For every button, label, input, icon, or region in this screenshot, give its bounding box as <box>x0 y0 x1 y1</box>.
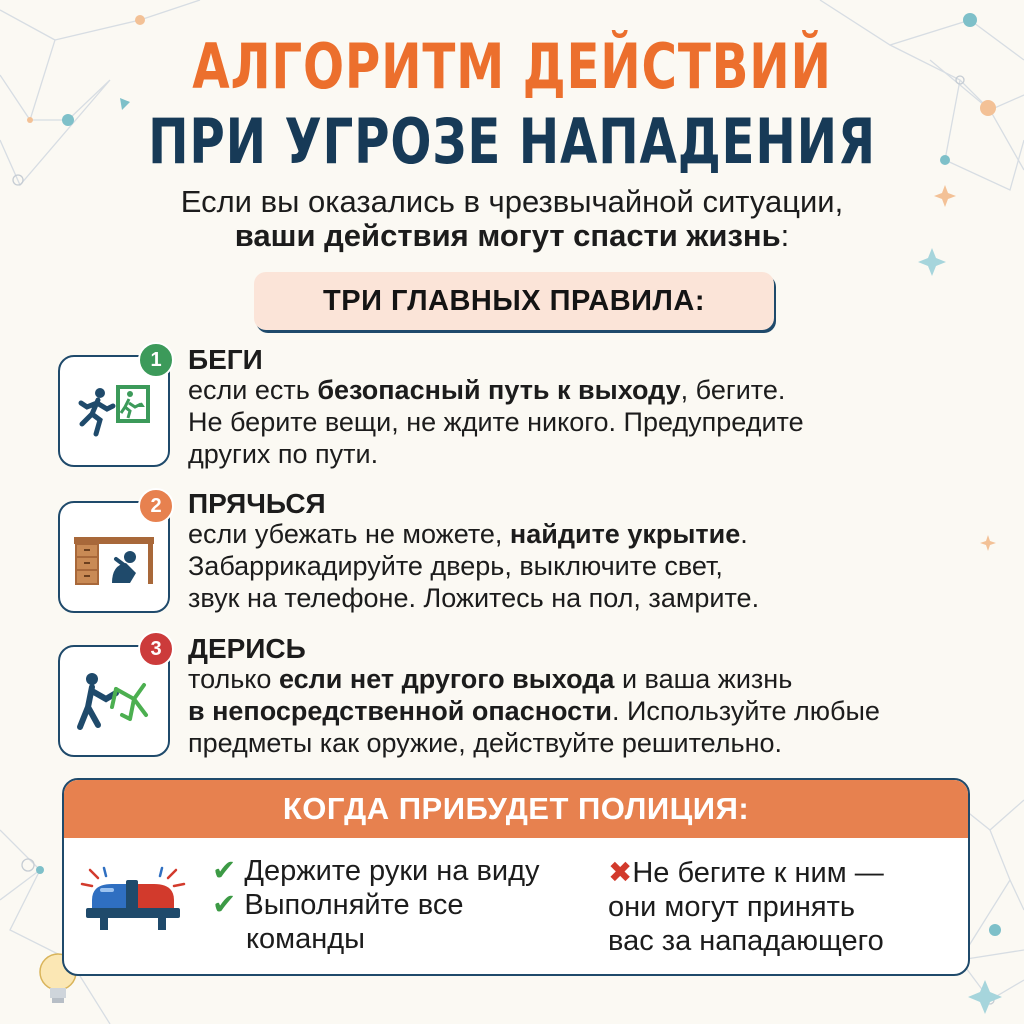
dont-item-line-2: они могут принять <box>608 891 856 923</box>
dont-item-line-3: вас за нападающего <box>608 925 884 957</box>
checkmark-icon: ✔ <box>212 855 237 887</box>
intro-line-2 <box>0 218 1024 254</box>
rule-text-line-2: в непосредственной опасности. Используйте любые <box>188 696 880 726</box>
intro-line-1: Если вы оказались в чрезвычайной ситуации, <box>180 184 844 219</box>
checkmark-icon: ✔ <box>212 889 237 921</box>
rule-text-line-3: звук на телефоне. Ложитесь на пол, замрите. <box>188 583 760 613</box>
rule-text <box>188 518 759 614</box>
rule-title: ПРЯЧЬСЯ <box>188 488 326 519</box>
dont-item: ✖Не бегите к ним — <box>608 857 884 889</box>
title-line-1: АЛГОРИТМ ДЕЙСТВИЙ <box>192 30 832 103</box>
do-item: ✔ Выполняйте все <box>212 889 464 921</box>
intro-colon: : <box>780 218 790 253</box>
police-do-list <box>212 854 540 956</box>
do-item: ✔ Держите руки на виду <box>212 855 540 887</box>
rule-text <box>188 374 804 470</box>
rule-text-line-3: других по пути. <box>188 439 379 469</box>
rule-number-badge: 3 <box>138 631 174 667</box>
rule-title: БЕГИ <box>188 344 263 375</box>
cross-icon: ✖ <box>608 857 633 889</box>
police-header: КОГДА ПРИБУДЕТ ПОЛИЦИЯ: <box>64 780 968 838</box>
rule-text-line-1: если убежать не можете, найдите укрытие. <box>188 519 748 549</box>
police-siren-icon <box>78 866 188 941</box>
rule-text-line-2: Забаррикадируйте дверь, выключите свет, <box>188 551 723 581</box>
do-item-continuation: команды <box>246 923 365 955</box>
title-line-2: ПРИ УГРОЗЕ НАПАДЕНИЯ <box>148 105 876 178</box>
rule-text-line-1: если есть безопасный путь к выходу, бегите. <box>188 375 786 405</box>
rule-title: ДЕРИСЬ <box>188 633 306 664</box>
rule-text <box>188 663 880 759</box>
rules-header: ТРИ ГЛАВНЫХ ПРАВИЛА: <box>254 272 774 330</box>
rule-text-line-1: только если нет другого выхода и ваша жизнь <box>188 664 793 694</box>
rule-text-line-2: Не берите вещи, не ждите никого. Предупредите <box>188 407 804 437</box>
rule-number-badge: 2 <box>138 488 174 524</box>
rule-text-line-3: предметы как оружие, действуйте решительно. <box>188 728 783 758</box>
intro-emphasis: ваши действия могут спасти жизнь <box>234 218 781 253</box>
police-dont-list <box>608 856 884 958</box>
rule-number-badge: 1 <box>138 342 174 378</box>
police-arrival-panel <box>62 778 970 976</box>
